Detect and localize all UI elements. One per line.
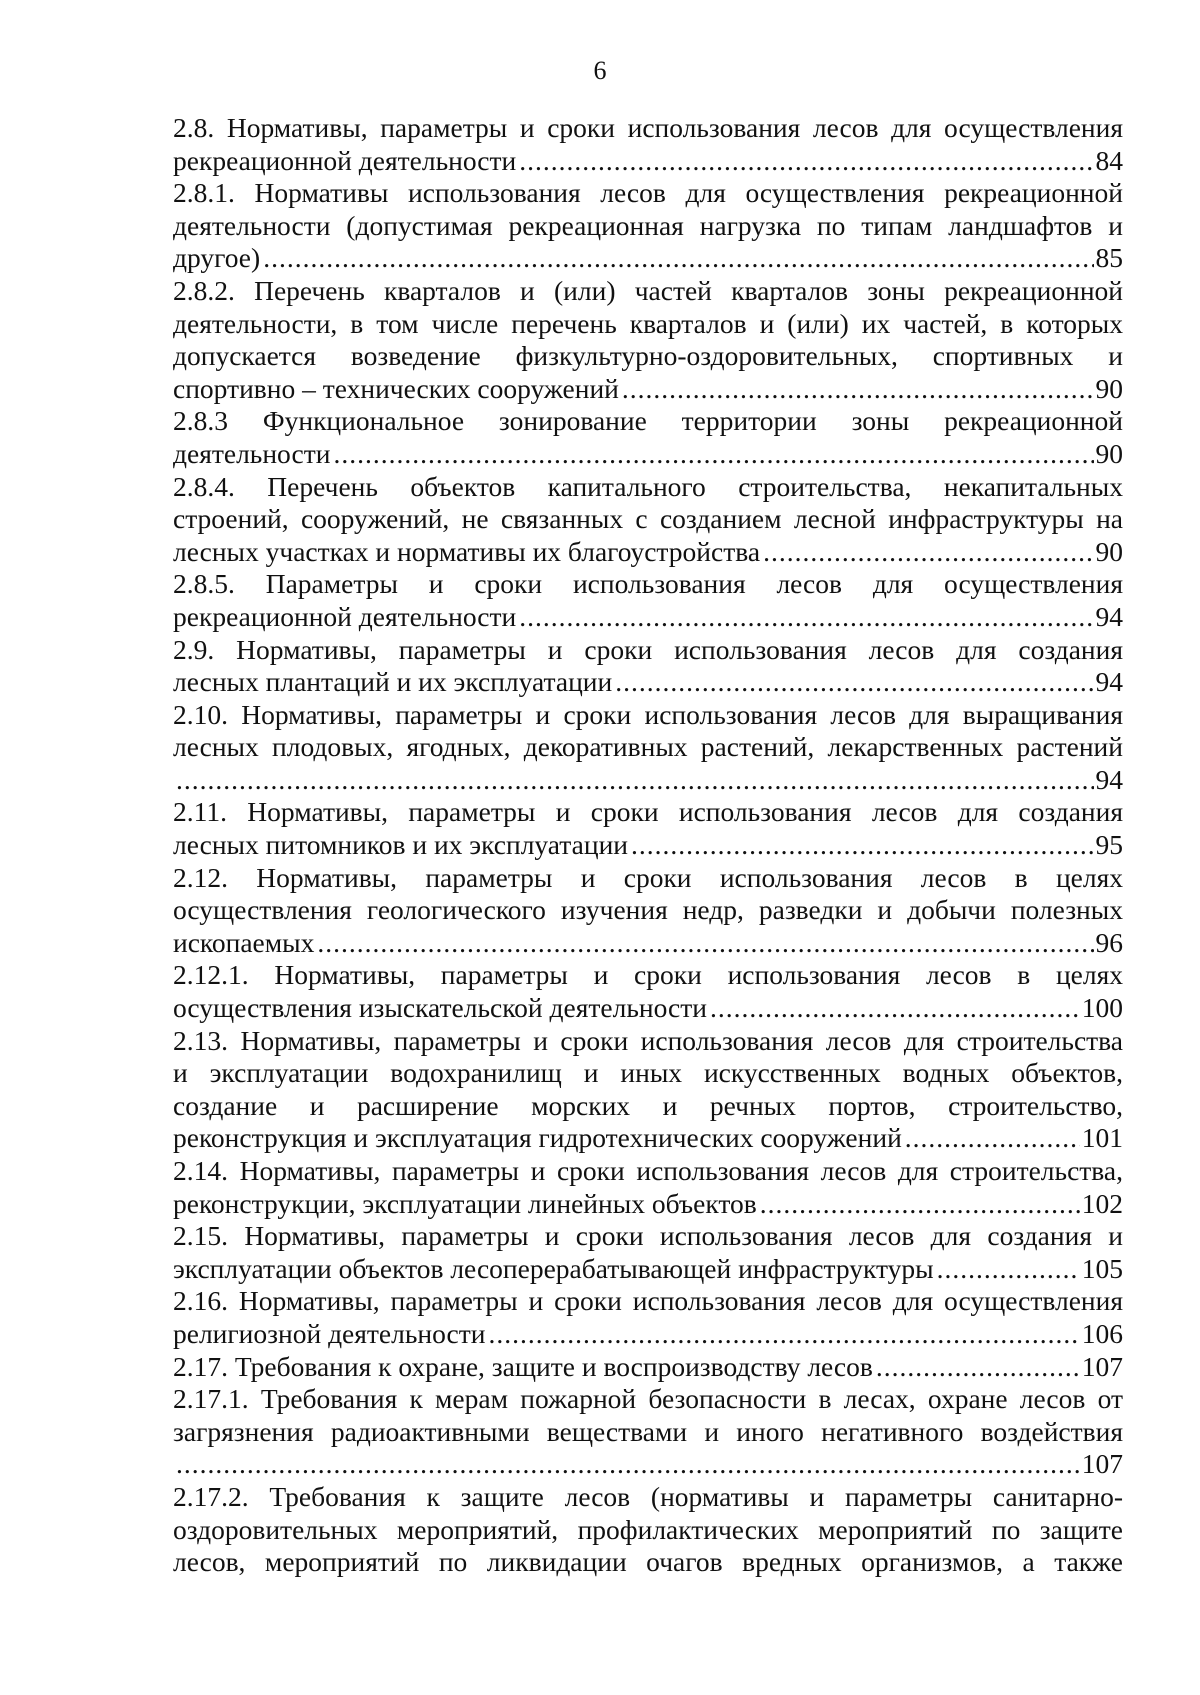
toc-page-number: 90: [1095, 372, 1123, 404]
toc-entry: [173, 1155, 1123, 1220]
toc-entry: [173, 1220, 1123, 1285]
toc-entry-title-end: лесных плантаций и их эксплуатации: [173, 666, 613, 698]
toc-entry-title-end: ископаемых: [173, 926, 315, 958]
dot-leader: [763, 536, 1093, 569]
toc-entry-leader-line: [173, 373, 1123, 406]
toc-entry-leader-line: [173, 1351, 1123, 1384]
toc-entry-leader-line: [173, 242, 1123, 275]
toc-entry-text-line: 2.8.2. Перечень кварталов и (или) частей кварталов зоны рекреационной: [173, 274, 1123, 306]
toc-entry-leader-line: [173, 1448, 1123, 1481]
toc-entry-leader-line: [173, 992, 1123, 1025]
dot-leader: [760, 1188, 1080, 1221]
dot-leader: [519, 601, 1093, 634]
toc-entry-leader-line: [173, 601, 1123, 634]
toc-entry: [173, 959, 1123, 1024]
toc-page-number: 96: [1095, 926, 1123, 958]
toc-entry-text-line: 2.12.1. Нормативы, параметры и сроки использования лесов в целях: [173, 959, 1123, 991]
toc-entry-title-end: 2.17. Требования к охране, защите и воспроизводству лесов: [173, 1350, 873, 1382]
dot-leader: [176, 764, 1094, 797]
toc-entry-title-end: эксплуатации объектов лесоперерабатывающей инфраструктуры: [173, 1252, 934, 1284]
toc-page-number: 94: [1095, 763, 1123, 795]
toc-entry: [173, 275, 1123, 405]
toc-entry: [173, 1285, 1123, 1350]
toc-page-number: 84: [1095, 144, 1123, 176]
toc-page-number: 101: [1081, 1122, 1123, 1154]
page-number: 6: [593, 56, 607, 85]
toc-entry-title-end: религиозной деятельности: [173, 1317, 486, 1349]
toc-entry-title-end: осуществления изыскательской деятельности: [173, 992, 707, 1024]
toc-page-number: 90: [1095, 437, 1123, 469]
toc-entry-text-line: 2.10. Нормативы, параметры и сроки использования лесов для выращивания: [173, 698, 1123, 730]
dot-leader: [710, 992, 1080, 1025]
toc-entry: [173, 1481, 1123, 1579]
toc-entry-title-end: лесных питомников и их эксплуатации: [173, 829, 629, 861]
toc-entry: [173, 634, 1123, 699]
toc-entry-text-line: 2.17.2. Требования к защите лесов (нормативы и параметры санитарно-: [173, 1480, 1123, 1512]
toc-entry: [173, 1025, 1123, 1155]
toc-entry-leader-line: [173, 829, 1123, 862]
dot-leader: [622, 373, 1094, 406]
toc-entry-leader-line: [173, 1318, 1123, 1351]
toc-entry: [173, 471, 1123, 569]
toc-entry-leader-line: [173, 666, 1123, 699]
toc-entry-title-end: реконструкции, эксплуатации линейных объектов: [173, 1187, 757, 1219]
toc-page-number: 95: [1095, 829, 1123, 861]
toc-entry-text-line: 2.8.3 Функциональное зонирование территории зоны рекреационной: [173, 405, 1123, 437]
toc-entry-text-line: 2.8.5. Параметры и сроки использования лесов для осуществления: [173, 568, 1123, 600]
toc-page-number: 107: [1081, 1448, 1123, 1480]
dot-leader: [876, 1351, 1080, 1384]
dot-leader: [263, 242, 1093, 275]
dot-leader: [519, 145, 1093, 178]
toc-page-number: 107: [1081, 1350, 1123, 1382]
toc-entry-leader-line: [173, 1188, 1123, 1221]
dot-leader: [905, 1122, 1080, 1155]
toc-page-number: 94: [1095, 600, 1123, 632]
toc-entry-leader-line: [173, 764, 1123, 797]
toc-entry-text-line: 2.13. Нормативы, параметры и сроки использования лесов для строительства: [173, 1024, 1123, 1056]
toc-entry-text-line: 2.11. Нормативы, параметры и сроки использования лесов для создания: [173, 796, 1123, 828]
dot-leader: [489, 1318, 1080, 1351]
toc-page-number: 100: [1081, 992, 1123, 1024]
toc-entry-text-line: 2.8.4. Перечень объектов капитального строительства, некапитальных: [173, 470, 1123, 502]
toc-page-number: 102: [1081, 1187, 1123, 1219]
toc-entry-title-end: спортивно – технических сооружений: [173, 372, 619, 404]
toc-entry-text-line: допускается возведение физкультурно-оздоровительных, спортивных и: [173, 340, 1123, 372]
toc-entry: [173, 177, 1123, 275]
toc-entry: [173, 1383, 1123, 1481]
toc-entry: [173, 405, 1123, 470]
toc-entry-text-line: лесов, мероприятий по ликвидации очагов вредных организмов, а также: [173, 1546, 1123, 1578]
toc-entry-text-line: загрязнения радиоактивными веществами и иного негативного воздействия: [173, 1415, 1123, 1447]
toc-entry: [173, 1351, 1123, 1384]
toc-entry-text-line: 2.12. Нормативы, параметры и сроки использования лесов в целях: [173, 861, 1123, 893]
toc-entry-text-line: строений, сооружений, не связанных с созданием лесной инфраструктуры на: [173, 503, 1123, 535]
toc-entry-leader-line: [173, 927, 1123, 960]
toc-entry-leader-line: [173, 438, 1123, 471]
toc-entry-text-line: 2.17.1. Требования к мерам пожарной безопасности в лесах, охране лесов от: [173, 1383, 1123, 1415]
toc-entry-title-end: другое): [173, 242, 261, 274]
dot-leader: [333, 438, 1093, 471]
toc-entry-leader-line: [173, 1122, 1123, 1155]
toc-entry-text-line: 2.9. Нормативы, параметры и сроки использования лесов для создания: [173, 633, 1123, 665]
toc-entry: [173, 112, 1123, 177]
dot-leader: [631, 829, 1093, 862]
toc-entry-text-line: деятельности, в том числе перечень кварталов и (или) их частей, в которых: [173, 307, 1123, 339]
toc-page-number: 105: [1081, 1252, 1123, 1284]
toc-entry-title-end: рекреационной деятельности: [173, 144, 517, 176]
toc-page-number: 94: [1095, 666, 1123, 698]
toc-entry-leader-line: [173, 536, 1123, 569]
toc-entry: [173, 796, 1123, 861]
toc-entry-text-line: оздоровительных мероприятий, профилактических мероприятий по защите: [173, 1513, 1123, 1545]
toc-entry-leader-line: [173, 1253, 1123, 1286]
toc-entry-text-line: деятельности (допустимая рекреационная нагрузка по типам ландшафтов и: [173, 209, 1123, 241]
toc-entry-title-end: лесных участках и нормативы их благоустройства: [173, 535, 761, 567]
toc-page-number: 106: [1081, 1317, 1123, 1349]
dot-leader: [176, 1448, 1080, 1481]
dot-leader: [937, 1253, 1080, 1286]
toc-entry-text-line: лесных плодовых, ягодных, декоративных растений, лекарственных растений: [173, 731, 1123, 763]
toc-entry-text-line: 2.16. Нормативы, параметры и сроки использования лесов для осуществления: [173, 1285, 1123, 1317]
toc-entry-text-line: осуществления геологического изучения недр, разведки и добычи полезных: [173, 894, 1123, 926]
dot-leader: [615, 666, 1093, 699]
toc-page-number: 90: [1095, 535, 1123, 567]
toc-entry-title-end: деятельности: [173, 437, 331, 469]
toc-entry-text-line: и эксплуатации водохранилищ и иных искусственных водных объектов,: [173, 1057, 1123, 1089]
toc-page-number: 85: [1095, 242, 1123, 274]
toc-entry-text-line: 2.15. Нормативы, параметры и сроки использования лесов для создания и: [173, 1220, 1123, 1252]
toc-entry-text-line: 2.8.1. Нормативы использования лесов для осуществления рекреационной: [173, 177, 1123, 209]
toc-entry-leader-line: [173, 145, 1123, 178]
toc-entry-text-line: 2.8. Нормативы, параметры и сроки использования лесов для осуществления: [173, 112, 1123, 143]
toc-entry: [173, 862, 1123, 960]
toc-entry-title-end: рекреационной деятельности: [173, 600, 517, 632]
toc-entry-text-line: создание и расширение морских и речных портов, строительство,: [173, 1089, 1123, 1121]
dot-leader: [317, 927, 1093, 960]
toc-entry-title-end: реконструкция и эксплуатация гидротехнических сооружений: [173, 1122, 902, 1154]
toc-entry: [173, 699, 1123, 797]
toc-entry: [173, 568, 1123, 633]
table-of-contents: [173, 112, 1123, 1579]
toc-entry-text-line: 2.14. Нормативы, параметры и сроки использования лесов для строительства,: [173, 1155, 1123, 1186]
